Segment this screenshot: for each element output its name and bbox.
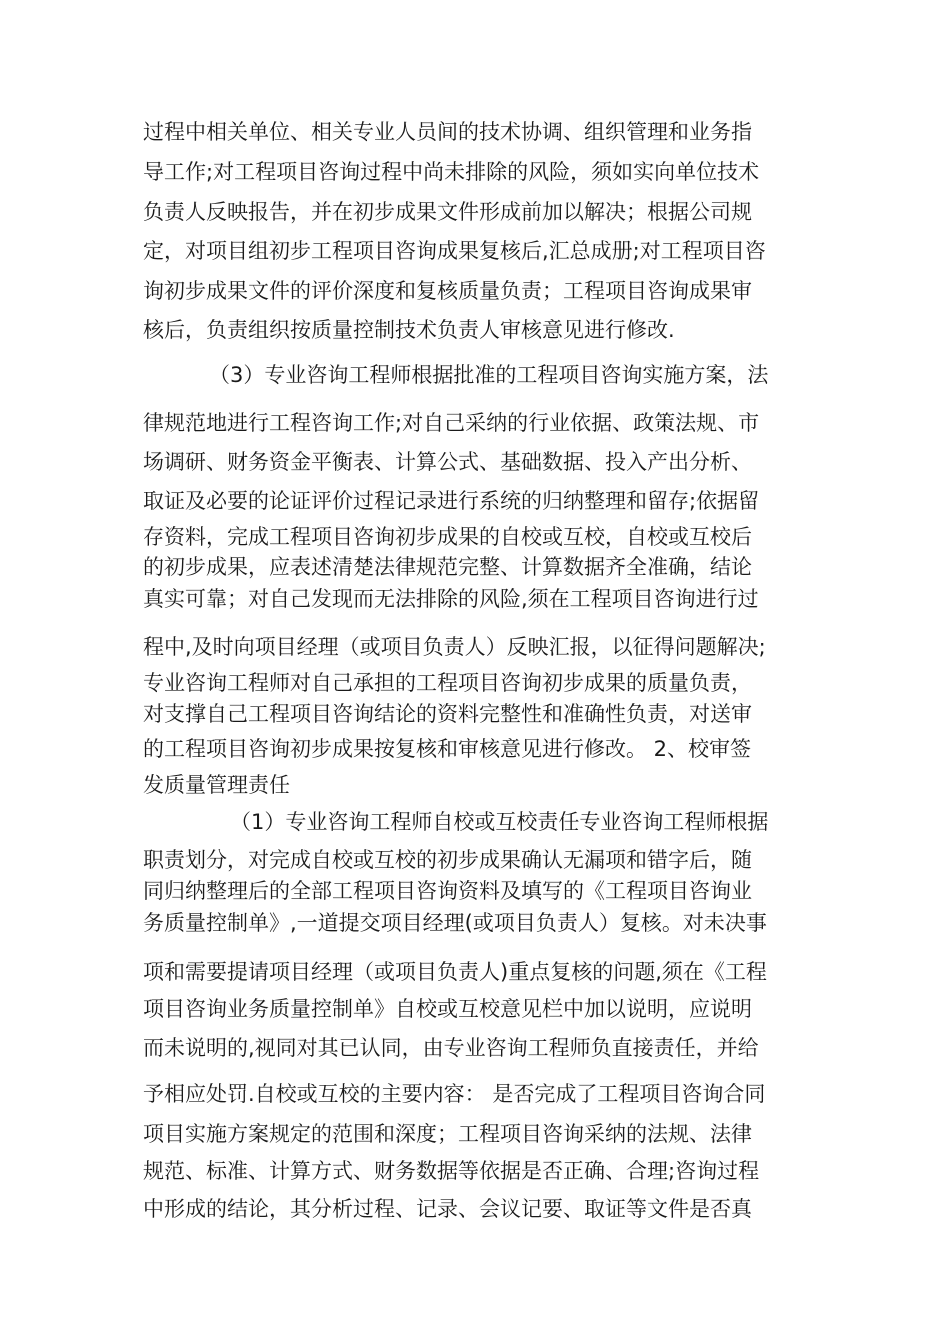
text-line: 询初步成果文件的评价深度和复核质量负责；工程项目咨询成果审 (143, 279, 752, 303)
text-line: 导工作;对工程项目咨询过程中尚未排除的风险，须如实向单位技术 (143, 160, 760, 184)
text-line: 务质量控制单》,一道提交项目经理(或项目负责人）复核。对未决事 (143, 911, 767, 935)
text-line: 项目实施方案规定的范围和深度；工程项目咨询采纳的法规、法律 (143, 1122, 752, 1146)
text-line: 予相应处罚.自校或互校的主要内容： 是否完成了工程项目咨询合同 (143, 1082, 766, 1106)
text-line: 项目咨询业务质量控制单》自校或互校意见栏中加以说明，应说明 (143, 997, 752, 1021)
text-line: 职责划分，对完成自校或互校的初步成果确认无漏项和错字后，随 (143, 848, 752, 872)
paragraph-first-line: （3）专业咨询工程师根据批准的工程项目咨询实施方案，法 (209, 363, 769, 387)
text-line: 同归纳整理后的全部工程项目咨询资料及填写的《工程项目咨询业 (143, 879, 752, 903)
text-line: 负责人反映报告，并在初步成果文件形成前加以解决；根据公司规 (143, 200, 752, 224)
text-line: 真实可靠；对自己发现而无法排除的风险,须在工程项目咨询进行过 (143, 587, 759, 611)
text-line: 场调研、财务资金平衡表、计算公式、基础数据、投入产出分析、 (143, 450, 752, 474)
text-line: 过程中相关单位、相关专业人员间的技术协调、组织管理和业务指 (143, 120, 752, 144)
text-line: 程中,及时向项目经理（或项目负责人）反映汇报，以征得问题解决; (143, 635, 766, 659)
text-line: 规范、标准、计算方式、财务数据等依据是否正确、合理;咨询过程 (143, 1159, 760, 1183)
text-line: 核后，负责组织按质量控制技术负责人审核意见进行修改. (143, 318, 675, 342)
text-line: 项和需要提请项目经理（或项目负责人)重点复核的问题,须在《工程 (143, 960, 767, 984)
text-line: 律规范地进行工程咨询工作;对自己采纳的行业依据、政策法规、市 (143, 411, 760, 435)
text-line: 取证及必要的论证评价过程记录进行系统的归纳整理和留存;依据留 (143, 489, 760, 513)
text-line: 中形成的结论，其分析过程、记录、会议记要、取证等文件是否真 (143, 1197, 752, 1221)
text-line: 专业咨询工程师对自己承担的工程项目咨询初步成果的质量负责， (143, 671, 752, 695)
text-line: 的初步成果，应表述清楚法律规范完整、计算数据齐全准确，结论 (143, 555, 752, 579)
paragraph-first-line: （1）专业咨询工程师自校或互校责任专业咨询工程师根据 (230, 810, 769, 834)
text-line: 定，对项目组初步工程项目咨询成果复核后,汇总成册;对工程项目咨 (143, 239, 766, 263)
text-line: 对支撑自己工程项目咨询结论的资料完整性和准确性负责，对送审 (143, 702, 752, 726)
section-heading: 发质量管理责任 (143, 773, 290, 797)
text-line: 而未说明的,视同对其已认同，由专业咨询工程师负直接责任，并给 (143, 1036, 759, 1060)
text-line: 的工程项目咨询初步成果按复核和审核意见进行修改。 2、校审签 (143, 737, 752, 761)
text-line: 存资料，完成工程项目咨询初步成果的自校或互校，自校或互校后 (143, 525, 752, 549)
